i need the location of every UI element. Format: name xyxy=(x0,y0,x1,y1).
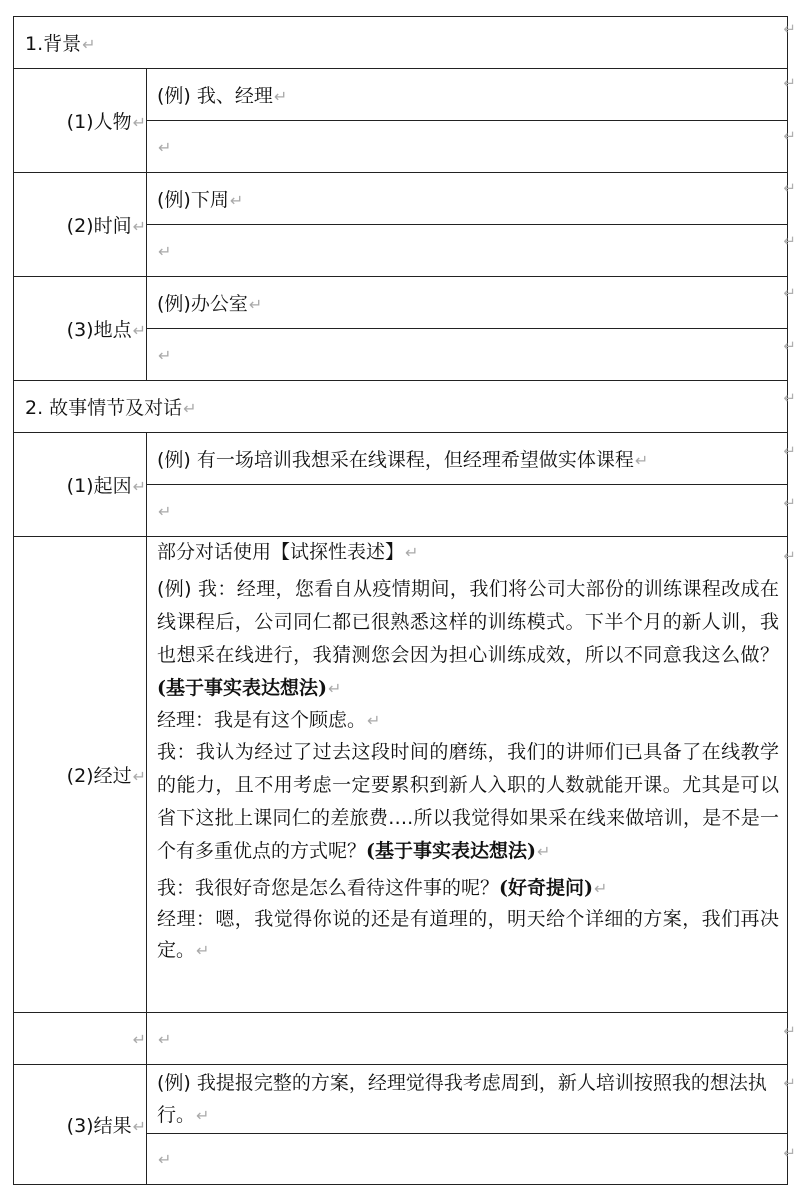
paragraph-mark-icon: ↵ xyxy=(132,1117,146,1136)
row-end-mark-icon: ↵ xyxy=(783,389,796,407)
dialog-1-text: (例) 我：经理，您看自从疫情期间，我们将公司大部份的训练课程改成在线课程后，公司同仁都已很熟悉这样的训练模式。下半个月的新人训，我也想采在线进行，我猜测您会因为担心训练成效，所以不同意我这么做？ xyxy=(157,578,780,666)
paragraph-mark-icon: ↵ xyxy=(229,191,244,210)
row-end-mark-icon: ↵ xyxy=(783,547,796,565)
dialog-4-text: 我：我很好奇您是怎么看待这件事的呢？ xyxy=(157,877,500,899)
row-end-mark-icon: ↵ xyxy=(783,1022,796,1040)
time-example: (例)下周 xyxy=(157,189,229,211)
section-background-title: 1.背景 xyxy=(25,33,82,55)
people-example-cell[interactable] xyxy=(147,69,788,121)
result-label-cell xyxy=(14,1065,147,1185)
empty-content-cell[interactable] xyxy=(147,1013,788,1065)
process-intro xyxy=(157,537,779,568)
process-intro-text: 部分对话使用【试探性表述】 xyxy=(157,541,405,563)
row-end-marks xyxy=(784,0,798,1200)
paragraph-mark-icon: ↵ xyxy=(196,1105,210,1125)
cause-example: (例) 有一场培训我想采在线课程，但经理希望做实体课程 xyxy=(157,449,634,471)
result-blank-cell[interactable] xyxy=(147,1134,788,1185)
people-example: (例) 我、经理 xyxy=(157,85,273,107)
dialog-paragraph-5 xyxy=(157,904,779,966)
row-end-mark-icon: ↵ xyxy=(783,179,796,197)
paragraph-mark-icon: ↵ xyxy=(327,679,342,698)
section-story-header xyxy=(14,381,788,433)
row-end-mark-icon: ↵ xyxy=(783,284,796,302)
row-end-mark-icon: ↵ xyxy=(783,20,796,38)
dialog-4-tag: (好奇提问) xyxy=(499,877,593,899)
row-end-mark-icon: ↵ xyxy=(783,232,796,250)
section-background-row xyxy=(14,17,788,69)
place-example-cell[interactable] xyxy=(147,277,788,329)
paragraph-mark-icon: ↵ xyxy=(132,217,146,236)
paragraph-mark-icon: ↵ xyxy=(158,345,172,365)
dialog-1-tag: (基于事实表达想法) xyxy=(157,677,327,699)
dialog-3-tag: (基于事实表达想法) xyxy=(366,840,536,862)
people-label-cell xyxy=(14,69,147,173)
process-dialog-cell[interactable] xyxy=(147,537,788,1013)
paragraph-mark-icon: ↵ xyxy=(132,767,146,786)
cause-label: (1)起因 xyxy=(66,475,132,497)
paragraph-mark-icon: ↵ xyxy=(158,137,172,157)
paragraph-mark-icon: ↵ xyxy=(196,941,210,960)
empty-label-cell xyxy=(14,1013,147,1065)
paragraph-mark-icon: ↵ xyxy=(248,295,263,314)
time-example-cell[interactable] xyxy=(147,173,788,225)
paragraph-mark-icon: ↵ xyxy=(158,1029,172,1049)
paragraph-mark-icon: ↵ xyxy=(367,711,381,730)
dialog-5-text: 经理：嗯，我觉得你说的还是有道理的，明天给个详细的方案，我们再决定。 xyxy=(157,908,780,961)
place-example: (例)办公室 xyxy=(157,293,248,315)
paragraph-mark-icon: ↵ xyxy=(158,1150,172,1169)
people-label: (1)人物 xyxy=(66,111,132,133)
process-label: (2)经过 xyxy=(66,765,132,787)
cause-example-cell[interactable] xyxy=(147,433,788,485)
row-end-mark-icon: ↵ xyxy=(783,74,796,92)
section-story-title: 2. 故事情节及对话 xyxy=(25,397,183,419)
time-blank-cell[interactable] xyxy=(147,225,788,277)
place-label-cell xyxy=(14,277,147,381)
place-blank-cell[interactable] xyxy=(147,329,788,381)
place-label: (3)地点 xyxy=(66,319,132,341)
paragraph-mark-icon: ↵ xyxy=(405,543,419,562)
cause-blank-cell[interactable] xyxy=(147,485,788,537)
process-row xyxy=(14,537,788,1013)
row-end-mark-icon: ↵ xyxy=(783,337,796,355)
section-story-row xyxy=(14,381,788,433)
dialog-3-text: 我：我认为经过了过去这段时间的磨练，我们的讲师们已具备了在线教学的能力，且不用考虑一定要累积到新人入职的人数就能开课。尤其是可以省下这批上课同仁的差旅费….所以我觉得如果采在线来做培训，是不是一个有多重优点的方式呢？ xyxy=(157,741,780,862)
row-end-mark-icon: ↵ xyxy=(783,494,796,512)
paragraph-mark-icon: ↵ xyxy=(82,35,96,54)
process-label-cell xyxy=(14,537,147,1013)
paragraph-mark-icon: ↵ xyxy=(634,451,649,470)
people-example-row xyxy=(14,69,788,121)
dialog-paragraph-3 xyxy=(157,736,779,868)
paragraph-mark-icon: ↵ xyxy=(537,842,551,861)
result-example-row xyxy=(14,1065,788,1134)
paragraph-mark-icon: ↵ xyxy=(132,477,146,496)
row-end-mark-icon: ↵ xyxy=(783,127,796,145)
time-example-row xyxy=(14,173,788,225)
row-end-mark-icon: ↵ xyxy=(783,442,796,460)
paragraph-mark-icon: ↵ xyxy=(132,1029,146,1049)
row-end-mark-icon: ↵ xyxy=(783,1144,796,1162)
paragraph-mark-icon: ↵ xyxy=(594,879,608,898)
place-example-row xyxy=(14,277,788,329)
dialog-paragraph-2 xyxy=(157,705,779,736)
paragraph-mark-icon: ↵ xyxy=(158,241,172,261)
time-label: (2)时间 xyxy=(66,215,132,237)
cause-example-row xyxy=(14,433,788,485)
story-form-table xyxy=(13,16,788,1185)
paragraph-mark-icon: ↵ xyxy=(132,113,146,132)
dialog-2-text: 经理：我是有这个顾虑。 xyxy=(157,709,367,731)
paragraph-mark-icon: ↵ xyxy=(132,321,146,340)
empty-row xyxy=(14,1013,788,1065)
result-label: (3)结果 xyxy=(66,1115,132,1137)
paragraph-mark-icon: ↵ xyxy=(183,399,197,418)
dialog-paragraph-1 xyxy=(157,573,779,705)
result-example-cell[interactable] xyxy=(147,1065,788,1134)
result-example: (例) 我提报完整的方案，经理觉得我考虑周到，新人培训按照我的想法执行。 xyxy=(157,1071,767,1126)
paragraph-mark-icon: ↵ xyxy=(273,87,288,106)
time-label-cell xyxy=(14,173,147,277)
paragraph-mark-icon: ↵ xyxy=(158,501,172,521)
section-background-header xyxy=(14,17,788,69)
row-end-mark-icon: ↵ xyxy=(783,1074,796,1092)
people-blank-cell[interactable] xyxy=(147,121,788,173)
cause-label-cell xyxy=(14,433,147,537)
dialog-paragraph-4 xyxy=(157,873,779,904)
